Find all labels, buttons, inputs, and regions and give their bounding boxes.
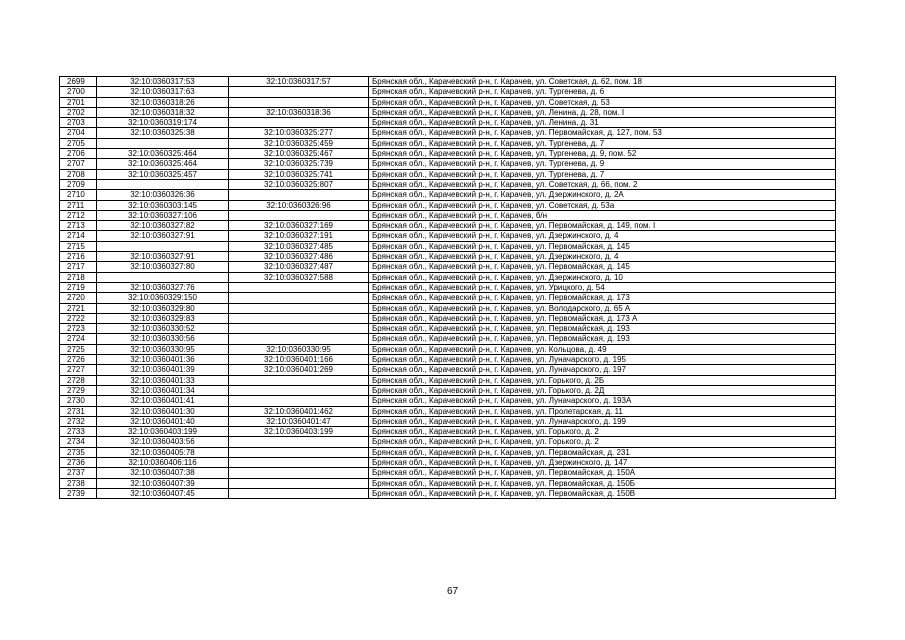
address-cell: Брянская обл., Карачевский р-н, г. Карачев, ул. Первомайская, д. 145 — [369, 262, 836, 272]
land-cadastral-number-cell: 32:10:0360317:63 — [97, 87, 229, 97]
address-cell: Брянская обл., Карачевский р-н, г. Карачев, б/н — [369, 210, 836, 220]
building-cadastral-number-cell: 32:10:0360401:269 — [229, 365, 369, 375]
land-cadastral-number-cell: 32:10:0360329:80 — [97, 303, 229, 313]
row-number-cell: 2716 — [60, 252, 97, 262]
table-row — [60, 241, 836, 251]
table-row — [60, 478, 836, 488]
row-number-cell: 2737 — [60, 468, 97, 478]
land-cadastral-number-cell — [97, 241, 229, 251]
building-cadastral-number-cell: 32:10:0360325:807 — [229, 179, 369, 189]
table-row — [60, 282, 836, 292]
address-cell: Брянская обл., Карачевский р-н, г. Карачев, ул. Первомайская, д. 193 — [369, 324, 836, 334]
land-cadastral-number-cell: 32:10:0360325:38 — [97, 128, 229, 138]
address-cell: Брянская обл., Карачевский р-н, г. Карачев, ул. Советская, д. 53 — [369, 97, 836, 107]
address-cell: Брянская обл., Карачевский р-н, г. Карачев, ул. Дзержинского, д. 4 — [369, 252, 836, 262]
row-number-cell: 2735 — [60, 447, 97, 457]
table-row — [60, 231, 836, 241]
table-row — [60, 97, 836, 107]
address-cell: Брянская обл., Карачевский р-н, г. Карачев, ул. Первомайская, д. 150А — [369, 468, 836, 478]
table-row — [60, 159, 836, 169]
land-cadastral-number-cell: 32:10:0360327:91 — [97, 231, 229, 241]
row-number-cell: 2724 — [60, 334, 97, 344]
row-number-cell: 2731 — [60, 406, 97, 416]
table-row — [60, 272, 836, 282]
row-number-cell: 2730 — [60, 396, 97, 406]
table-row — [60, 385, 836, 395]
row-number-cell: 2732 — [60, 416, 97, 426]
table-row — [60, 437, 836, 447]
row-number-cell: 2707 — [60, 159, 97, 169]
row-number-cell: 2711 — [60, 200, 97, 210]
row-number-cell: 2739 — [60, 488, 97, 498]
table-row — [60, 118, 836, 128]
address-cell: Брянская обл., Карачевский р-н, г. Карачев, ул. Горького, д. 2 — [369, 427, 836, 437]
row-number-cell: 2738 — [60, 478, 97, 488]
table-row — [60, 200, 836, 210]
building-cadastral-number-cell: 32:10:0360327:487 — [229, 262, 369, 272]
row-number-cell: 2701 — [60, 97, 97, 107]
building-cadastral-number-cell — [229, 457, 369, 467]
table-row — [60, 77, 836, 87]
land-cadastral-number-cell: 32:10:0360326:36 — [97, 190, 229, 200]
row-number-cell: 2721 — [60, 303, 97, 313]
table-row — [60, 138, 836, 148]
table-row — [60, 396, 836, 406]
address-cell: Брянская обл., Карачевский р-н, г. Карачев, ул. Советская, д. 62, пом. 18 — [369, 77, 836, 87]
table-row — [60, 355, 836, 365]
row-number-cell: 2722 — [60, 313, 97, 323]
building-cadastral-number-cell — [229, 282, 369, 292]
row-number-cell: 2725 — [60, 344, 97, 354]
land-cadastral-number-cell: 32:10:0360401:33 — [97, 375, 229, 385]
land-cadastral-number-cell: 32:10:0360401:40 — [97, 416, 229, 426]
table-row — [60, 344, 836, 354]
land-cadastral-number-cell: 32:10:0360319:174 — [97, 118, 229, 128]
building-cadastral-number-cell — [229, 293, 369, 303]
address-cell: Брянская обл., Карачевский р-н, г. Карачев, ул. Советская, д. 53а — [369, 200, 836, 210]
row-number-cell: 2708 — [60, 169, 97, 179]
row-number-cell: 2736 — [60, 457, 97, 467]
address-cell: Брянская обл., Карачевский р-н, г. Карачев, ул. Луначарского, д. 195 — [369, 355, 836, 365]
address-cell: Брянская обл., Карачевский р-н, г. Карачев, ул. Ленина, д. 31 — [369, 118, 836, 128]
building-cadastral-number-cell — [229, 447, 369, 457]
building-cadastral-number-cell: 32:10:0360327:588 — [229, 272, 369, 282]
table-row — [60, 488, 836, 498]
table-row — [60, 457, 836, 467]
building-cadastral-number-cell — [229, 468, 369, 478]
land-cadastral-number-cell: 32:10:0360405:78 — [97, 447, 229, 457]
land-cadastral-number-cell: 32:10:0360330:52 — [97, 324, 229, 334]
land-cadastral-number-cell: 32:10:0360406:116 — [97, 457, 229, 467]
land-cadastral-number-cell: 32:10:0360401:34 — [97, 385, 229, 395]
address-cell: Брянская обл., Карачевский р-н, г. Карачев, ул. Тургенева, д. 7 — [369, 169, 836, 179]
address-cell: Брянская обл., Карачевский р-н, г. Карачев, ул. Луначарского, д. 199 — [369, 416, 836, 426]
building-cadastral-number-cell: 32:10:0360325:739 — [229, 159, 369, 169]
building-cadastral-number-cell — [229, 87, 369, 97]
address-cell: Брянская обл., Карачевский р-н, г. Карачев, ул. Кольцова, д. 49 — [369, 344, 836, 354]
building-cadastral-number-cell — [229, 190, 369, 200]
land-cadastral-number-cell: 32:10:0360329:150 — [97, 293, 229, 303]
table-row — [60, 365, 836, 375]
address-cell: Брянская обл., Карачевский р-н, г. Карачев, ул. Первомайская, д. 231 — [369, 447, 836, 457]
row-number-cell: 2712 — [60, 210, 97, 220]
building-cadastral-number-cell: 32:10:0360325:741 — [229, 169, 369, 179]
address-cell: Брянская обл., Карачевский р-н, г. Карачев, ул. Советская, д. 66, пом. 2 — [369, 179, 836, 189]
row-number-cell: 2699 — [60, 77, 97, 87]
land-cadastral-number-cell: 32:10:0360401:41 — [97, 396, 229, 406]
land-cadastral-number-cell: 32:10:0360327:82 — [97, 221, 229, 231]
building-cadastral-number-cell — [229, 478, 369, 488]
address-cell: Брянская обл., Карачевский р-н, г. Карачев, ул. Тургенева, д. 9 — [369, 159, 836, 169]
building-cadastral-number-cell — [229, 313, 369, 323]
address-cell: Брянская обл., Карачевский р-н, г. Карачев, ул. Луначарского, д. 193А — [369, 396, 836, 406]
building-cadastral-number-cell: 32:10:0360327:486 — [229, 252, 369, 262]
land-cadastral-number-cell: 32:10:0360325:464 — [97, 159, 229, 169]
land-cadastral-number-cell: 32:10:0360318:26 — [97, 97, 229, 107]
building-cadastral-number-cell — [229, 437, 369, 447]
address-cell: Брянская обл., Карачевский р-н, г. Карачев, ул. Тургенева, д. 7 — [369, 138, 836, 148]
address-cell: Брянская обл., Карачевский р-н, г. Карачев, ул. Пролетарская, д. 11 — [369, 406, 836, 416]
building-cadastral-number-cell: 32:10:0360401:47 — [229, 416, 369, 426]
land-cadastral-number-cell: 32:10:0360403:56 — [97, 437, 229, 447]
table-row — [60, 447, 836, 457]
land-cadastral-number-cell — [97, 138, 229, 148]
table-row — [60, 406, 836, 416]
row-number-cell: 2713 — [60, 221, 97, 231]
building-cadastral-number-cell — [229, 385, 369, 395]
address-cell: Брянская обл., Карачевский р-н, г. Карачев, ул. Первомайская, д. 149, пом. I — [369, 221, 836, 231]
table-row — [60, 468, 836, 478]
row-number-cell: 2700 — [60, 87, 97, 97]
building-cadastral-number-cell: 32:10:0360327:485 — [229, 241, 369, 251]
page-number: 67 — [446, 586, 459, 597]
land-cadastral-number-cell: 32:10:0360327:76 — [97, 282, 229, 292]
address-cell: Брянская обл., Карачевский р-н, г. Карачев, ул. Дзержинского, д. 10 — [369, 272, 836, 282]
land-cadastral-number-cell — [97, 179, 229, 189]
table-row — [60, 149, 836, 159]
address-cell: Брянская обл., Карачевский р-н, г. Карачев, ул. Дзержинского, д. 2А — [369, 190, 836, 200]
building-cadastral-number-cell — [229, 303, 369, 313]
registry-table-body — [60, 77, 836, 499]
table-row — [60, 252, 836, 262]
building-cadastral-number-cell — [229, 324, 369, 334]
address-cell: Брянская обл., Карачевский р-н, г. Карачев, ул. Первомайская, д. 145 — [369, 241, 836, 251]
address-cell: Брянская обл., Карачевский р-н, г. Карачев, ул. Первомайская, д. 193 — [369, 334, 836, 344]
row-number-cell: 2723 — [60, 324, 97, 334]
row-number-cell: 2705 — [60, 138, 97, 148]
land-cadastral-number-cell: 32:10:0360330:56 — [97, 334, 229, 344]
row-number-cell: 2709 — [60, 179, 97, 189]
building-cadastral-number-cell: 32:10:0360401:166 — [229, 355, 369, 365]
row-number-cell: 2710 — [60, 190, 97, 200]
address-cell: Брянская обл., Карачевский р-н, г. Карачев, ул. Первомайская, д. 127, пом. 53 — [369, 128, 836, 138]
land-cadastral-number-cell: 32:10:0360403:199 — [97, 427, 229, 437]
table-row — [60, 375, 836, 385]
table-row — [60, 179, 836, 189]
land-cadastral-number-cell: 32:10:0360327:80 — [97, 262, 229, 272]
table-row — [60, 262, 836, 272]
row-number-cell: 2734 — [60, 437, 97, 447]
building-cadastral-number-cell: 32:10:0360327:169 — [229, 221, 369, 231]
table-row — [60, 190, 836, 200]
address-cell: Брянская обл., Карачевский р-н, г. Карачев, ул. Первомайская, д. 173 А — [369, 313, 836, 323]
table-row — [60, 427, 836, 437]
row-number-cell: 2702 — [60, 107, 97, 117]
row-number-cell: 2704 — [60, 128, 97, 138]
address-cell: Брянская обл., Карачевский р-н, г. Карачев, ул. Первомайская, д. 150В — [369, 488, 836, 498]
building-cadastral-number-cell — [229, 396, 369, 406]
building-cadastral-number-cell: 32:10:0360401:462 — [229, 406, 369, 416]
land-cadastral-number-cell: 32:10:0360318:32 — [97, 107, 229, 117]
row-number-cell: 2726 — [60, 355, 97, 365]
table-row — [60, 169, 836, 179]
table-row — [60, 334, 836, 344]
registry-table — [59, 76, 836, 499]
row-number-cell: 2728 — [60, 375, 97, 385]
address-cell: Брянская обл., Карачевский р-н, г. Карачев, ул. Тургенева, д. 9, пом. 52 — [369, 149, 836, 159]
row-number-cell: 2706 — [60, 149, 97, 159]
address-cell: Брянская обл., Карачевский р-н, г. Карачев, ул. Ленина, д. 28, пом. I — [369, 107, 836, 117]
address-cell: Брянская обл., Карачевский р-н, г. Карачев, ул. Первомайская, д. 173 — [369, 293, 836, 303]
row-number-cell: 2729 — [60, 385, 97, 395]
table-row — [60, 416, 836, 426]
address-cell: Брянская обл., Карачевский р-н, г. Карачев, ул. Луначарского, д. 197 — [369, 365, 836, 375]
building-cadastral-number-cell — [229, 97, 369, 107]
address-cell: Брянская обл., Карачевский р-н, г. Карачев, ул. Володарского, д. 65 А — [369, 303, 836, 313]
building-cadastral-number-cell: 32:10:0360403:199 — [229, 427, 369, 437]
land-cadastral-number-cell: 32:10:0360325:464 — [97, 149, 229, 159]
building-cadastral-number-cell: 32:10:0360317:57 — [229, 77, 369, 87]
building-cadastral-number-cell — [229, 375, 369, 385]
table-row — [60, 293, 836, 303]
land-cadastral-number-cell — [97, 272, 229, 282]
address-cell: Брянская обл., Карачевский р-н, г. Карачев, ул. Урицкого, д. 54 — [369, 282, 836, 292]
land-cadastral-number-cell: 32:10:0360317:53 — [97, 77, 229, 87]
row-number-cell: 2727 — [60, 365, 97, 375]
table-row — [60, 324, 836, 334]
land-cadastral-number-cell: 32:10:0360407:39 — [97, 478, 229, 488]
land-cadastral-number-cell: 32:10:0360401:36 — [97, 355, 229, 365]
address-cell: Брянская обл., Карачевский р-н, г. Карачев, ул. Дзержинского, д. 147 — [369, 457, 836, 467]
address-cell: Брянская обл., Карачевский р-н, г. Карачев, ул. Горького, д. 2 — [369, 437, 836, 447]
building-cadastral-number-cell: 32:10:0360330:95 — [229, 344, 369, 354]
building-cadastral-number-cell — [229, 210, 369, 220]
land-cadastral-number-cell: 32:10:0360407:45 — [97, 488, 229, 498]
row-number-cell: 2719 — [60, 282, 97, 292]
table-row — [60, 128, 836, 138]
table-row — [60, 210, 836, 220]
building-cadastral-number-cell — [229, 488, 369, 498]
table-row — [60, 221, 836, 231]
address-cell: Брянская обл., Карачевский р-н, г. Карачев, ул. Горького, д. 2Б — [369, 375, 836, 385]
row-number-cell: 2715 — [60, 241, 97, 251]
building-cadastral-number-cell: 32:10:0360325:459 — [229, 138, 369, 148]
address-cell: Брянская обл., Карачевский р-н, г. Карачев, ул. Тургенева, д. 6 — [369, 87, 836, 97]
row-number-cell: 2714 — [60, 231, 97, 241]
row-number-cell: 2703 — [60, 118, 97, 128]
building-cadastral-number-cell: 32:10:0360326:96 — [229, 200, 369, 210]
land-cadastral-number-cell: 32:10:0360303:145 — [97, 200, 229, 210]
row-number-cell: 2720 — [60, 293, 97, 303]
land-cadastral-number-cell: 32:10:0360327:91 — [97, 252, 229, 262]
land-cadastral-number-cell: 32:10:0360329:83 — [97, 313, 229, 323]
building-cadastral-number-cell: 32:10:0360318:36 — [229, 107, 369, 117]
building-cadastral-number-cell: 32:10:0360325:277 — [229, 128, 369, 138]
row-number-cell: 2717 — [60, 262, 97, 272]
land-cadastral-number-cell: 32:10:0360401:39 — [97, 365, 229, 375]
building-cadastral-number-cell: 32:10:0360327:191 — [229, 231, 369, 241]
address-cell: Брянская обл., Карачевский р-н, г. Карачев, ул. Горького, д. 2Д — [369, 385, 836, 395]
table-row — [60, 107, 836, 117]
address-cell: Брянская обл., Карачевский р-н, г. Карачев, ул. Первомайская, д. 150Б — [369, 478, 836, 488]
table-row — [60, 303, 836, 313]
building-cadastral-number-cell — [229, 118, 369, 128]
building-cadastral-number-cell — [229, 334, 369, 344]
table-row — [60, 87, 836, 97]
row-number-cell: 2718 — [60, 272, 97, 282]
land-cadastral-number-cell: 32:10:0360401:30 — [97, 406, 229, 416]
address-cell: Брянская обл., Карачевский р-н, г. Карачев, ул. Дзержинского, д. 4 — [369, 231, 836, 241]
land-cadastral-number-cell: 32:10:0360327:106 — [97, 210, 229, 220]
land-cadastral-number-cell: 32:10:0360407:38 — [97, 468, 229, 478]
land-cadastral-number-cell: 32:10:0360325:457 — [97, 169, 229, 179]
table-row — [60, 313, 836, 323]
land-cadastral-number-cell: 32:10:0360330:95 — [97, 344, 229, 354]
building-cadastral-number-cell: 32:10:0360325:467 — [229, 149, 369, 159]
row-number-cell: 2733 — [60, 427, 97, 437]
